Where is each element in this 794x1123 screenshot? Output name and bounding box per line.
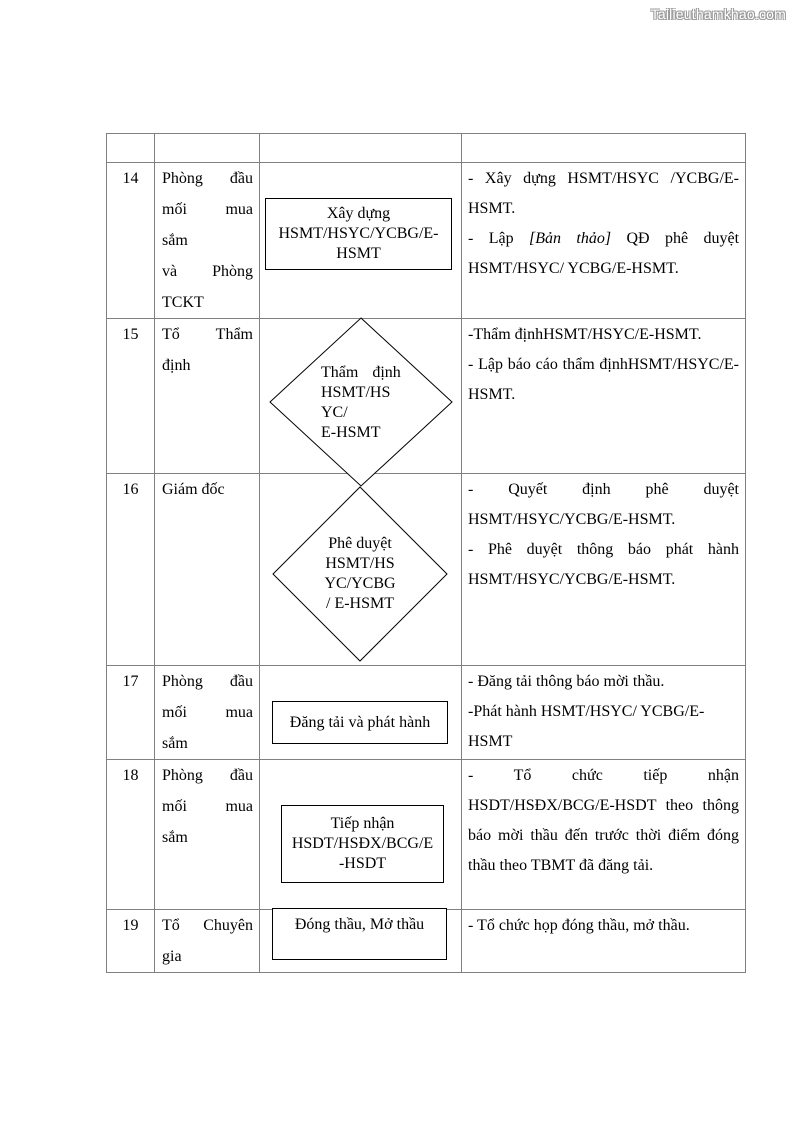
step-number: 14	[122, 170, 139, 187]
procedure-table	[106, 133, 746, 973]
unit-line: mối mua	[162, 798, 253, 815]
task-cell	[462, 163, 746, 319]
unit-cell	[155, 760, 260, 910]
unit-cell	[155, 163, 260, 319]
unit-line: và Phòng	[162, 263, 253, 280]
task-text-italic: [Bản thảo]	[529, 230, 612, 247]
table-row	[107, 910, 746, 973]
table-row	[107, 760, 746, 910]
unit-cell	[155, 319, 260, 474]
step-number: 19	[122, 917, 139, 934]
unit-line: Phòng đầu	[162, 767, 253, 784]
flowchart-diamond	[273, 487, 447, 661]
box-line: HSMT/HSYC/YCBG/E-	[278, 225, 439, 242]
step-number: 16	[122, 481, 139, 498]
diamond-label	[321, 363, 401, 443]
step-number-cell	[107, 760, 155, 910]
box-line: Đóng thầu, Mở thầu	[294, 916, 425, 933]
step-number-cell	[107, 474, 155, 666]
step-number: 17	[122, 673, 139, 690]
unit-cell	[155, 910, 260, 973]
diamond-line: HSMT/HS	[321, 384, 391, 401]
task-text-suffix: QĐ phê duyệt HSMT/HSYC/ YCBG/E-HSMT.	[468, 230, 740, 277]
task-text-prefix: - Lập	[468, 230, 529, 247]
unit-line: Phòng đầu	[162, 673, 253, 690]
task-paragraph: -Phát hành HSMT/HSYC/ YCBG/E-HSMT	[468, 703, 705, 750]
table-row	[107, 163, 746, 319]
flow-cell	[260, 163, 462, 319]
task-paragraph: - Phê duyệt thông báo phát hành HSMT/HSYC/YCBG/E-HSMT.	[468, 541, 739, 588]
unit-line: sắm	[162, 735, 188, 752]
diamond-line: Thẩm định	[321, 364, 401, 381]
empty-cell	[260, 134, 462, 163]
diamond-line: YC/	[321, 404, 348, 421]
diamond-line: / E-HSMT	[326, 595, 394, 612]
task-paragraph: - Đăng tải thông báo mời thầu.	[468, 673, 665, 690]
table-row	[107, 319, 746, 474]
task-cell	[462, 760, 746, 910]
step-number: 18	[122, 767, 139, 784]
diamond-line: YC/YCBG	[324, 575, 396, 592]
task-cell	[462, 910, 746, 973]
box-line: Đăng tải và phát hành	[289, 713, 431, 731]
unit-cell	[155, 474, 260, 666]
flow-cell	[260, 910, 462, 973]
task-paragraph	[468, 224, 739, 284]
empty-cell	[107, 134, 155, 163]
unit-line: mối mua	[162, 201, 253, 218]
flowchart-box	[272, 908, 447, 960]
diamond-line: HSMT/HS	[325, 555, 395, 572]
flow-cell	[260, 474, 462, 666]
empty-cell	[462, 134, 746, 163]
box-line: -HSDT	[338, 855, 387, 872]
step-number-cell	[107, 666, 155, 760]
flowchart-diamond	[269, 318, 453, 486]
step-number: 15	[122, 326, 139, 343]
task-paragraph: - Quyết định phê duyệt HSMT/HSYC/YCBG/E-HSMT.	[468, 481, 739, 528]
unit-line: gia	[162, 948, 182, 965]
box-line: Tiếp nhận	[330, 815, 395, 832]
table-row	[107, 666, 746, 760]
unit-line: Phòng đầu	[162, 170, 253, 187]
unit-line: mối mua	[162, 704, 253, 721]
unit-line: định	[162, 357, 191, 374]
diamond-line: E-HSMT	[321, 424, 381, 441]
task-paragraph: - Tổ chức tiếp nhận HSDT/HSĐX/BCG/E-HSDT theo thông báo mời thầu đến trước thời điểm đóng thầu theo TBMT đã đăng tải.	[468, 767, 739, 874]
flowchart-box	[281, 805, 444, 883]
flow-cell	[260, 319, 462, 474]
box-line: HSMT	[336, 245, 381, 262]
unit-line: TCKT	[162, 294, 204, 311]
step-number-cell	[107, 910, 155, 973]
diamond-line: Phê duyệt	[328, 535, 392, 552]
box-line: HSDT/HSĐX/BCG/E	[291, 835, 434, 852]
table-row	[107, 134, 746, 163]
task-paragraph: - Tổ chức họp đóng thầu, mở thầu.	[468, 917, 690, 934]
unit-line: Giám đốc	[162, 481, 225, 498]
unit-line: sắm	[162, 232, 188, 249]
table-row	[107, 474, 746, 666]
step-number-cell	[107, 319, 155, 474]
task-paragraph: - Xây dựng HSMT/HSYC /YCBG/E-HSMT.	[468, 170, 739, 217]
empty-cell	[155, 134, 260, 163]
task-cell	[462, 474, 746, 666]
unit-line: Tổ Thẩm	[162, 326, 253, 343]
unit-line: Tổ Chuyên	[162, 917, 253, 934]
watermark: Tailieuthamkhao.com	[650, 6, 786, 22]
flowchart-box	[272, 701, 448, 744]
flow-cell	[260, 760, 462, 910]
task-paragraph: - Lập báo cáo thẩm địnhHSMT/HSYC/E-HSMT.	[468, 356, 739, 403]
task-cell	[462, 319, 746, 474]
flowchart-box	[265, 198, 452, 270]
unit-cell	[155, 666, 260, 760]
task-cell	[462, 666, 746, 760]
diamond-label	[273, 534, 447, 614]
box-line: Xây dựng	[326, 205, 391, 222]
step-number-cell	[107, 163, 155, 319]
flow-cell	[260, 666, 462, 760]
task-paragraph: -Thẩm địnhHSMT/HSYC/E-HSMT.	[468, 326, 702, 343]
unit-line: sắm	[162, 829, 188, 846]
